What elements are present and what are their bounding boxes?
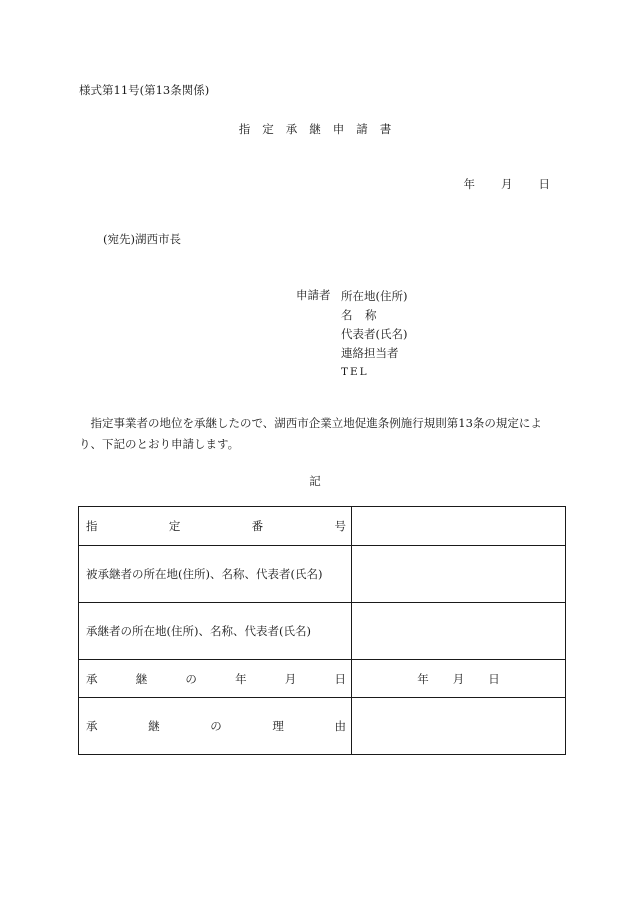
table-row-succession-reason (79, 698, 566, 755)
label-char: 由 (334, 719, 346, 733)
designation-number-label (79, 507, 352, 546)
title-char: 申 (332, 122, 345, 136)
date-month-label: 月 (452, 671, 465, 686)
label-char: 定 (168, 519, 181, 533)
addressee: (宛先)湖西市長 (103, 232, 181, 246)
applicant-tel-label: TEL (341, 366, 369, 378)
succession-reason-field[interactable] (352, 698, 566, 755)
applicant-address-label: 所在地(住所) (341, 289, 408, 303)
label-char: 日 (334, 671, 346, 686)
application-statement: 指定事業者の地位を承継したので、湖西市企業立地促進条例施行規則第13条の規定により、下記のとおり申請します。 (79, 416, 542, 451)
date-day-label: 日 (488, 671, 500, 686)
date-year-label: 年 (417, 671, 429, 686)
label-char: 指 (86, 519, 98, 533)
predecessor-field[interactable] (352, 546, 566, 603)
label-char: 月 (284, 671, 297, 686)
name-char: 名 (341, 308, 353, 322)
form-number: 様式第11号(第13条関係) (79, 83, 210, 97)
document-title (0, 121, 630, 137)
name-char: 称 (365, 308, 377, 322)
succession-date-field[interactable] (352, 660, 566, 698)
title-char: 承 (285, 122, 298, 136)
label-char: 番 (251, 519, 264, 533)
label-char: 継 (135, 671, 148, 686)
label-char: 理 (272, 719, 284, 733)
title-char: 請 (356, 122, 368, 136)
successor-field[interactable] (352, 603, 566, 660)
submission-date (464, 176, 551, 192)
table-row-designation-number (79, 507, 566, 546)
title-char: 書 (379, 122, 392, 136)
label-char: 号 (334, 519, 346, 533)
table-row-successor (79, 603, 566, 660)
succession-date-label (79, 660, 352, 698)
applicant-name-label (341, 306, 407, 325)
predecessor-label: 被承継者の所在地(住所)、名称、代表者(氏名) (79, 546, 352, 603)
table-row-predecessor (79, 546, 566, 603)
successor-label: 承継者の所在地(住所)、名称、代表者(氏名) (79, 603, 352, 660)
date-year-label: 年 (463, 177, 475, 191)
applicant-contact-label: 連絡担当者 (341, 346, 399, 360)
ki-heading: 記 (309, 474, 321, 488)
label-char: の (185, 671, 197, 686)
title-char: 定 (262, 122, 274, 136)
date-day-label: 日 (538, 177, 550, 191)
label-char: 年 (235, 671, 247, 686)
title-char: 指 (238, 122, 251, 136)
applicant-fields (341, 287, 407, 382)
label-char: 継 (148, 719, 160, 733)
designation-number-field[interactable] (352, 507, 566, 546)
succession-reason-label (79, 698, 352, 755)
table-row-succession-date (79, 660, 566, 698)
succession-details-table (78, 506, 566, 755)
title-char: 継 (309, 122, 321, 136)
label-char: 承 (86, 719, 98, 733)
applicant-representative-label: 代表者(氏名) (341, 327, 408, 341)
label-char: の (210, 719, 222, 733)
label-char: 承 (86, 671, 98, 686)
date-month-label: 月 (501, 177, 513, 191)
applicant-label: 申請者 (296, 288, 331, 302)
